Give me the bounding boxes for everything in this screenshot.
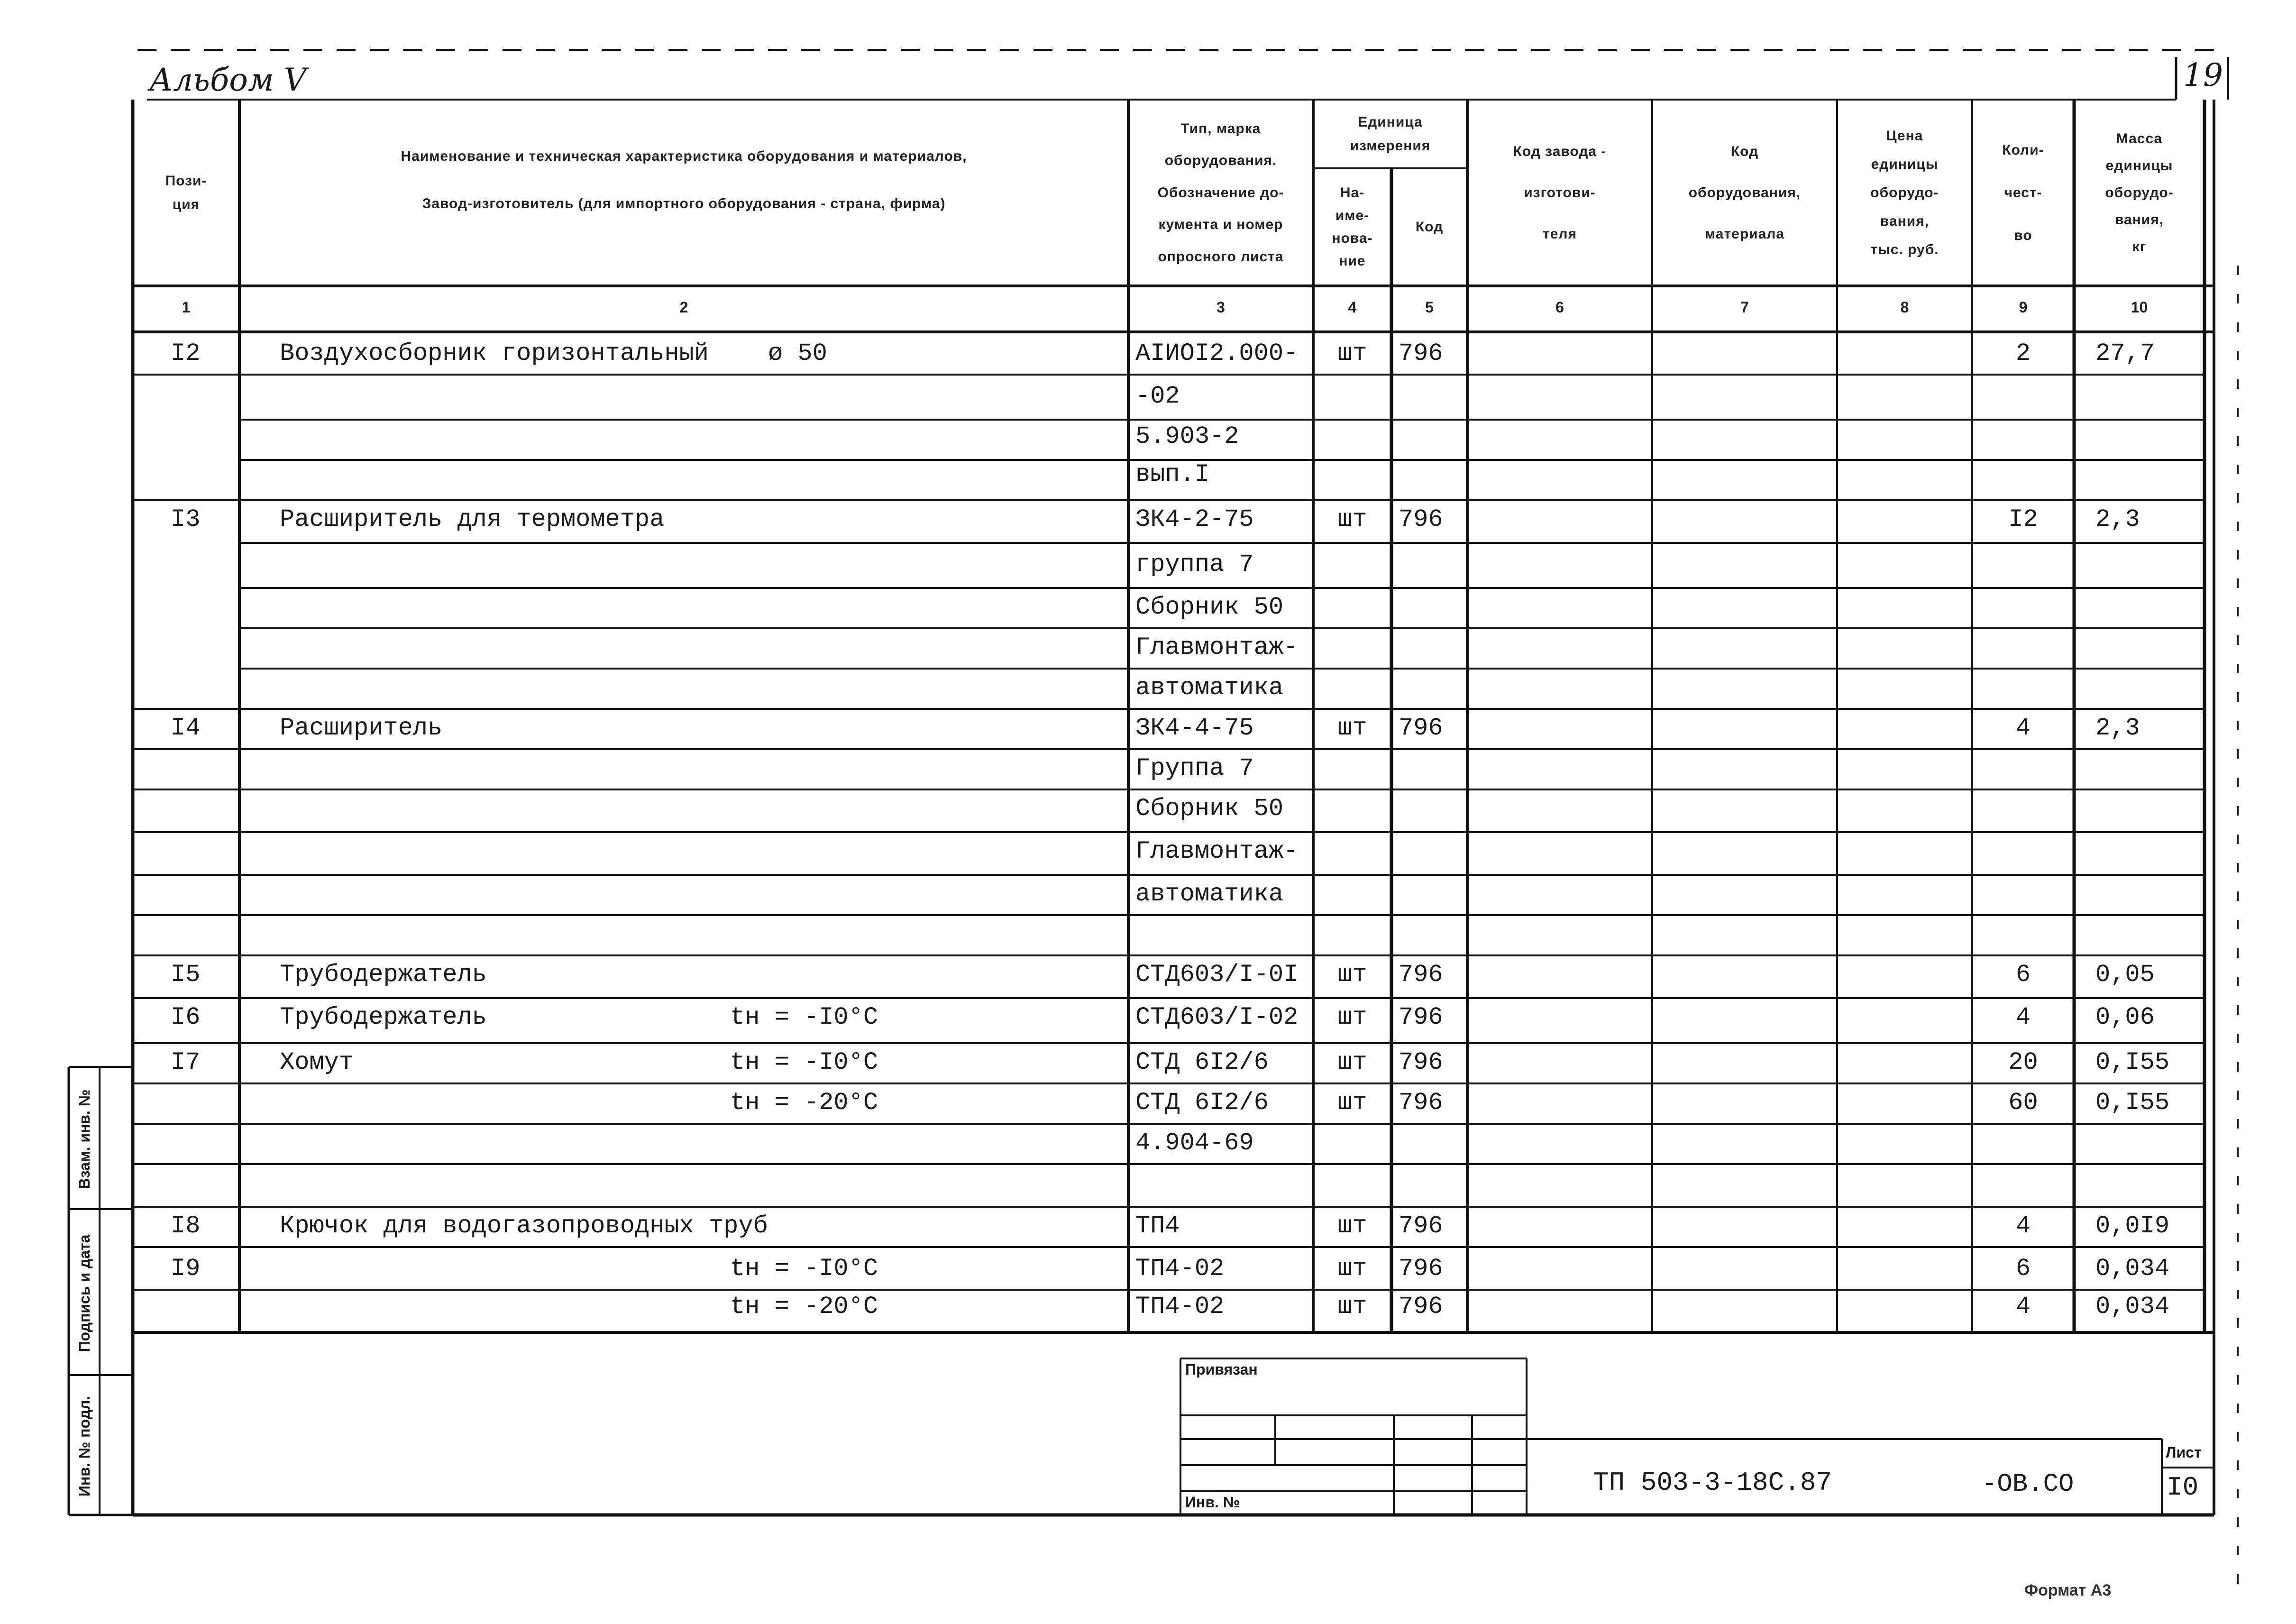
header-equipment-code: Код оборудования, материала [1688, 144, 1801, 242]
row-type: вып.I [1135, 460, 1210, 488]
row-type: 4.904-69 [1135, 1129, 1254, 1157]
row-name: Хомут [280, 1048, 354, 1076]
row-unit-code: 796 [1399, 339, 1443, 367]
row-type: ЗК4-4-75 [1135, 714, 1254, 742]
column-number: 10 [2131, 299, 2148, 316]
sheet-number: I0 [2167, 1472, 2199, 1503]
row-mass: 0,0I9 [2095, 1212, 2170, 1240]
column-number: 7 [1740, 299, 1749, 316]
row-extra: tн = -20°C [730, 1089, 878, 1117]
row-type: Главмонтаж- [1135, 633, 1299, 661]
row-position: I5 [171, 961, 201, 989]
row-quantity: 4 [2015, 1003, 2031, 1031]
row-unit-code: 796 [1399, 714, 1443, 742]
row-unit-code: 796 [1399, 1003, 1443, 1031]
header-name-line1: Наименование и техническая характеристика оборудования и материалов, [401, 148, 967, 165]
row-type: ТП4 [1135, 1212, 1180, 1240]
row-unit: шт [1337, 505, 1367, 533]
column-number: 5 [1425, 299, 1434, 316]
header-unit-mass: Масса единицы оборудо- вания, кг [2105, 131, 2174, 255]
row-mass: 2,3 [2095, 505, 2140, 533]
row-mass: 0,034 [2095, 1255, 2170, 1283]
album-label: Альбом V [149, 62, 307, 98]
row-mass: 27,7 [2095, 339, 2155, 367]
column-number: 9 [2019, 299, 2028, 316]
row-type: группа 7 [1135, 551, 1254, 578]
row-position: I7 [171, 1048, 201, 1076]
header-unit-code: Код [1415, 219, 1444, 235]
column-number: 1 [182, 299, 191, 316]
row-extra: tн = -I0°C [730, 1003, 878, 1031]
row-name: Трубодержатель [280, 961, 487, 989]
row-position: I4 [171, 714, 201, 742]
row-type: 5.903-2 [1135, 422, 1239, 450]
row-unit: шт [1337, 961, 1367, 989]
row-unit-code: 796 [1399, 1048, 1443, 1076]
format-label: Формат А3 [2024, 1581, 2112, 1599]
header-plant-code: Код завода - изготови- теля [1513, 144, 1607, 242]
row-mass: 2,3 [2095, 714, 2140, 742]
row-type: автоматика [1135, 880, 1284, 908]
row-extra: tн = -I0°C [730, 1255, 878, 1283]
row-quantity: 4 [2015, 1293, 2031, 1321]
stamp-inv-podl: Инв. № подл. [76, 1395, 93, 1497]
column-number: 2 [679, 299, 688, 316]
row-type: СТД 6I2/6 [1135, 1048, 1269, 1076]
header-unit-price: Цена единицы оборудо- вания, тыс. руб. [1870, 128, 1939, 257]
row-type: -02 [1135, 382, 1180, 410]
row-unit-code: 796 [1399, 1089, 1443, 1117]
document-suffix: -ОВ.СО [1982, 1470, 2074, 1499]
column-number: 8 [1900, 299, 1909, 316]
document-code: ТП 503-3-18С.87 [1593, 1468, 1832, 1498]
row-name: Расширитель [280, 714, 443, 742]
row-type: автоматика [1135, 674, 1284, 702]
privyazan-label: Привязан [1185, 1361, 1258, 1378]
row-type: ТП4-02 [1135, 1255, 1225, 1283]
row-unit: шт [1337, 714, 1367, 742]
row-type: AIИOI2.000- [1135, 339, 1299, 367]
row-unit-code: 796 [1399, 1293, 1443, 1321]
row-type: СТД 6I2/6 [1135, 1089, 1269, 1117]
row-name: Трубодержатель [280, 1003, 487, 1031]
row-unit: шт [1337, 1255, 1367, 1283]
row-mass: 0,034 [2095, 1293, 2170, 1321]
column-number: 6 [1555, 299, 1564, 316]
row-unit: шт [1337, 1003, 1367, 1031]
row-extra: tн = -I0°C [730, 1048, 878, 1076]
row-mass: 0,05 [2095, 961, 2155, 989]
row-position: I8 [171, 1212, 201, 1240]
stamp-signature-date: Подпись и дата [76, 1234, 93, 1352]
row-position: I2 [171, 339, 201, 367]
row-name: Воздухосборник горизонтальный [280, 339, 709, 367]
column-number: 3 [1217, 299, 1225, 316]
row-type: СТД603/I-02 [1135, 1003, 1299, 1031]
header-type: Тип, марка оборудования. Обозначение до- кумента и номер опросного листа [1157, 120, 1284, 265]
row-name: Крючок для водогазопроводных труб [280, 1212, 768, 1240]
row-type: Группа 7 [1135, 754, 1254, 782]
row-type: Сборник 50 [1135, 795, 1284, 823]
sheet-page-number: 19 [2183, 57, 2223, 93]
row-quantity: I2 [2008, 505, 2038, 533]
row-unit: шт [1337, 1048, 1367, 1076]
column-number: 4 [1348, 299, 1357, 316]
row-position: I6 [171, 1003, 201, 1031]
row-name: Расширитель для термометра [280, 505, 665, 533]
row-unit: шт [1337, 1089, 1367, 1117]
header-unit-group: Единица измерения [1350, 114, 1431, 154]
row-unit: шт [1337, 1293, 1367, 1321]
row-unit-code: 796 [1399, 961, 1443, 989]
row-unit-code: 796 [1399, 505, 1443, 533]
row-quantity: 2 [2015, 339, 2031, 367]
header-name-line2: Завод-изготовитель (для импортного оборудования - страна, фирма) [422, 196, 946, 212]
row-position: I9 [171, 1255, 201, 1283]
row-type: ЗК4-2-75 [1135, 505, 1254, 533]
sheet-label: Лист [2166, 1444, 2202, 1461]
row-type: ТП4-02 [1135, 1293, 1225, 1321]
row-position: I3 [171, 505, 201, 533]
row-quantity: 20 [2008, 1048, 2038, 1076]
header-position: Пози- ция [165, 173, 207, 212]
row-unit-code: 796 [1399, 1255, 1443, 1283]
row-unit: шт [1337, 339, 1367, 367]
stamp-replaced-inv: Взам. инв. № [76, 1089, 93, 1189]
inv-number-label: Инв. № [1185, 1494, 1240, 1511]
row-unit: шт [1337, 1212, 1367, 1240]
row-quantity: 4 [2015, 1212, 2031, 1240]
row-mass: 0,I55 [2095, 1089, 2170, 1117]
row-quantity: 60 [2008, 1089, 2038, 1117]
header-unit-name: На- име- нова- ние [1332, 185, 1373, 269]
row-quantity: 6 [2015, 961, 2031, 989]
row-unit-code: 796 [1399, 1212, 1443, 1240]
row-mass: 0,06 [2095, 1003, 2155, 1031]
row-type: Главмонтаж- [1135, 837, 1299, 865]
row-quantity: 4 [2015, 714, 2031, 742]
row-extra: tн = -20°C [730, 1293, 878, 1321]
row-mass: 0,I55 [2095, 1048, 2170, 1076]
header-quantity: Коли- чест- во [2002, 142, 2044, 243]
row-extra: ø 50 [768, 339, 827, 367]
row-type: СТД603/I-0I [1135, 961, 1299, 989]
row-type: Сборник 50 [1135, 593, 1284, 621]
row-quantity: 6 [2015, 1255, 2031, 1283]
